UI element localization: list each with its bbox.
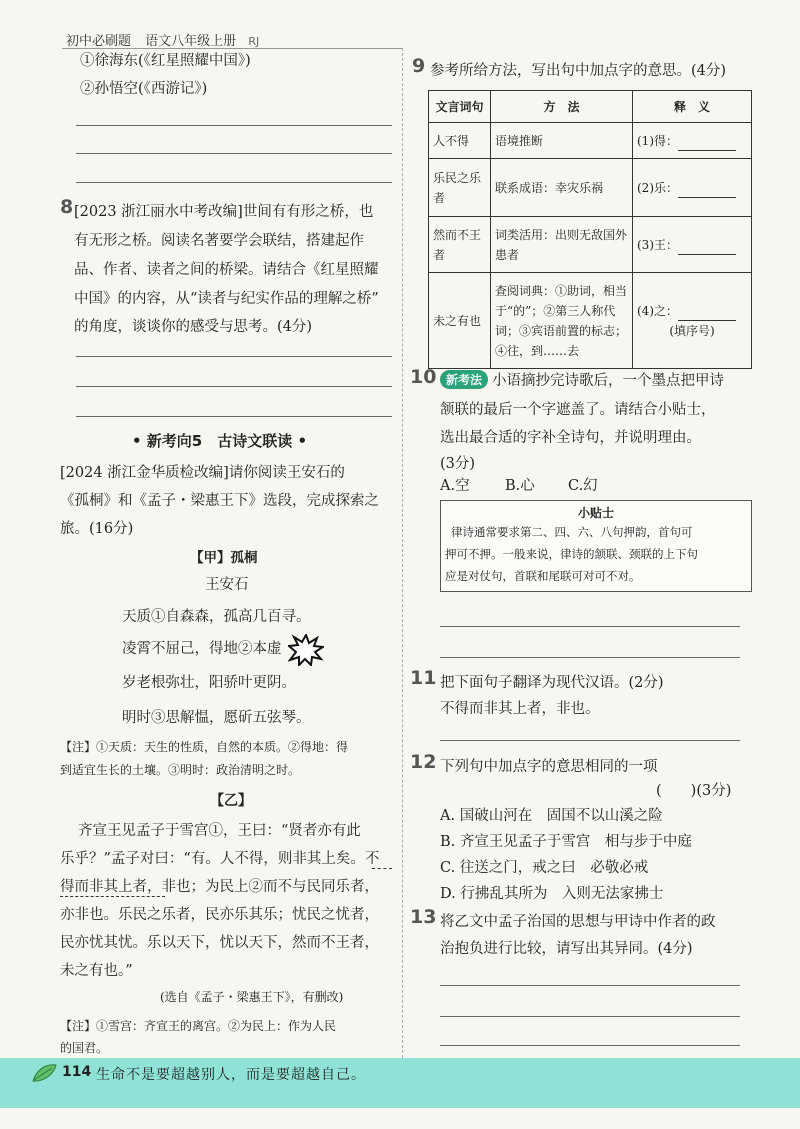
leaf-icon xyxy=(30,1062,58,1084)
poem-line: 凌霄不屈己，得地②本虚 xyxy=(122,641,282,657)
answer-line[interactable] xyxy=(76,182,392,183)
blank-field[interactable] xyxy=(678,241,736,255)
question-number-10: 10 xyxy=(410,366,437,388)
source-note: (选自《孟子・梁惠王下》，有删改) xyxy=(160,990,344,1004)
q11-text: 把下面句子翻译为现代汉语。(2分) xyxy=(440,675,664,691)
answer-line[interactable] xyxy=(440,1045,740,1046)
tip-box xyxy=(440,500,752,592)
q12-option-b[interactable]: B. 齐宣王见孟子于雪宫 相与步于中庭 xyxy=(440,834,692,850)
q9-text: 参考所给方法，写出句中加点字的意思。(4分) xyxy=(430,63,727,79)
question-number-13: 13 xyxy=(410,906,437,928)
question-number-11: 11 xyxy=(410,667,437,689)
answer-line[interactable] xyxy=(440,740,740,741)
answer-line[interactable] xyxy=(76,356,392,357)
blank-field[interactable] xyxy=(678,307,736,321)
table-header-row xyxy=(429,91,752,123)
prose-line: 乐乎？”孟子对曰：“有。人不得，则非其上矣。不 xyxy=(60,851,380,867)
table-row xyxy=(429,159,752,217)
poem-label: 【甲】孤桐 xyxy=(190,550,258,566)
method-table xyxy=(428,90,752,369)
answer-cell[interactable]: (4)之： (填序号) xyxy=(633,273,752,369)
phrase-cell: 然而不王者 xyxy=(429,217,491,273)
phrase-cell: 人不得 xyxy=(429,123,491,159)
prose-line: 未之有也。” xyxy=(60,963,133,979)
book-title: 初中必刷题 xyxy=(66,34,132,49)
page-footer xyxy=(0,1058,800,1108)
answer-hint: (填序号) xyxy=(669,323,715,338)
q13-line: 治抱负进行比较，请写出其异同。(4分) xyxy=(440,941,693,957)
tip-title: 小贴士 xyxy=(577,506,614,520)
method-cell: 联系成语：幸灾乐祸 xyxy=(491,159,633,217)
page-header xyxy=(66,30,259,49)
method-cell: 查阅词典：①助词，相当于“的”；②第三人称代词；③宾语前置的标志；④往，到……去 xyxy=(491,273,633,369)
table-header: 方 法 xyxy=(491,91,633,123)
q10-line: 小语摘抄完诗歌后，一个墨点把甲诗 xyxy=(492,373,724,389)
intro-line: 《孤桐》和《孟子・梁惠王下》选段，完成探索之 xyxy=(60,493,379,509)
answer-cell[interactable]: (1)得： xyxy=(633,123,752,159)
table-row xyxy=(429,123,752,159)
tip-line: 律诗通常要求第二、四、六、八句押韵，首句可 xyxy=(451,525,693,539)
note-line: 到适宜生长的土壤。③明时：政治清明之时。 xyxy=(60,763,301,777)
q10-option-c[interactable]: C.幻 xyxy=(568,478,598,494)
answer-bracket[interactable]: ( )(3分) xyxy=(656,783,732,799)
edition-label: RJ xyxy=(248,35,260,48)
q8-line: 有无形之桥。阅读名著要学会联结，搭建起作 xyxy=(74,233,364,249)
q12-option-c[interactable]: C. 往送之门，戒之曰 必敬必戒 xyxy=(440,860,649,876)
section-title: • 新考向5 古诗文联读 • xyxy=(132,432,308,450)
ink-blot xyxy=(288,634,324,666)
q13-line: 将乙文中孟子治国的思想与甲诗中作者的政 xyxy=(440,914,716,930)
footer-motto: 生命不是要超越别人，而是要超越自己。 xyxy=(96,1067,366,1083)
phrase-cell: 未之有也 xyxy=(429,273,491,369)
answer-line[interactable] xyxy=(440,1016,740,1017)
answer-cell[interactable]: (3)王： xyxy=(633,217,752,273)
q11-sentence: 不得而非其上者，非也。 xyxy=(440,701,600,717)
poem-author: 王安石 xyxy=(205,577,249,593)
q10-line: (3分) xyxy=(440,456,476,472)
wavy-underline xyxy=(372,868,392,869)
wavy-underline xyxy=(60,896,165,897)
q8-line: 的角度，谈谈你的感受与思考。(4分) xyxy=(74,319,313,335)
q12-text: 下列句中加点字的意思相同的一项 xyxy=(440,759,658,775)
page-number: 114 xyxy=(62,1064,92,1080)
note-line: 【注】①天质：天生的性质，自然的本质。②得地：得 xyxy=(60,740,349,754)
q10-line: 颔联的最后一个字遮盖了。请结合小贴士， xyxy=(440,402,716,418)
q12-option-d[interactable]: D. 行拂乱其所为 入则无法家拂士 xyxy=(440,886,664,902)
prose-label: 【乙】 xyxy=(210,793,252,809)
question-number-9: 9 xyxy=(412,55,426,77)
table-header: 文言词句 xyxy=(429,91,491,123)
prose-line: 民亦忧其忧。乐以天下，忧以天下，然而不王者， xyxy=(60,935,379,951)
answer-line[interactable] xyxy=(76,416,392,417)
answer-line[interactable] xyxy=(440,626,740,627)
q8-line: [2023 浙江丽水中考改编]世间有有形之桥，也 xyxy=(74,204,374,220)
tip-line: 应是对仗句，首联和尾联可对可不对。 xyxy=(445,569,641,583)
answer-cell[interactable]: (2)乐： xyxy=(633,159,752,217)
method-cell: 语境推断 xyxy=(491,123,633,159)
q7-option-1: ①徐海东(《红星照耀中国》) xyxy=(80,53,251,69)
blank-field[interactable] xyxy=(678,137,736,151)
q10-option-a[interactable]: A.空 xyxy=(440,478,470,494)
answer-line[interactable] xyxy=(76,125,392,126)
q8-line: 品、作者、读者之间的桥梁。请结合《红星照耀 xyxy=(74,262,379,278)
question-number-8: 8 xyxy=(60,196,74,218)
intro-line: [2024 浙江金华质检改编]请你阅读王安石的 xyxy=(60,465,345,481)
table-row xyxy=(429,217,752,273)
poem-line: 天质①自森森，孤高几百寻。 xyxy=(122,609,311,625)
prose-line: 齐宣王见孟子于雪宫①，王曰：“贤者亦有此 xyxy=(78,823,361,839)
answer-line[interactable] xyxy=(440,657,740,658)
column-divider xyxy=(402,48,403,1058)
note-line: 【注】①雪宫：齐宣王的离宫。②为民上：作为人民 xyxy=(60,1019,337,1033)
intro-line: 旅。(16分) xyxy=(60,521,134,537)
subject-title: 语文八年级上册 xyxy=(145,34,237,49)
table-header: 释 义 xyxy=(633,91,752,123)
poem-line: 岁老根弥壮，阳骄叶更阴。 xyxy=(122,675,296,691)
answer-line[interactable] xyxy=(76,153,392,154)
prose-line: 亦非也。乐民之乐者，民亦乐其乐；忧民之忧者， xyxy=(60,907,379,923)
note-line: 的国君。 xyxy=(60,1041,109,1055)
q8-line: 中国》的内容，从“读者与纪实作品的理解之桥” xyxy=(74,291,379,307)
tip-line: 押可不押。一般来说，律诗的颔联、颈联的上下句 xyxy=(445,547,698,561)
q10-line: 选出最合适的字补全诗句，并说明理由。 xyxy=(440,430,701,446)
prose-line: 得而非其上者，非也；为民上②而不与民同乐者， xyxy=(60,879,379,895)
answer-line[interactable] xyxy=(76,386,392,387)
table-row xyxy=(429,273,752,369)
phrase-cell: 乐民之乐者 xyxy=(429,159,491,217)
new-method-badge: 新考法 xyxy=(440,369,488,389)
q12-option-a[interactable]: A. 国破山河在 固国不以山溪之险 xyxy=(440,808,663,824)
q7-option-2: ②孙悟空(《西游记》) xyxy=(80,81,208,97)
method-cell: 词类活用：出则无敌国外患者 xyxy=(491,217,633,273)
q10-option-b[interactable]: B.心 xyxy=(505,478,535,494)
answer-line[interactable] xyxy=(440,985,740,986)
question-number-12: 12 xyxy=(410,751,437,773)
poem-line: 明时③思解愠，愿斫五弦琴。 xyxy=(122,710,311,726)
blank-field[interactable] xyxy=(678,184,736,198)
